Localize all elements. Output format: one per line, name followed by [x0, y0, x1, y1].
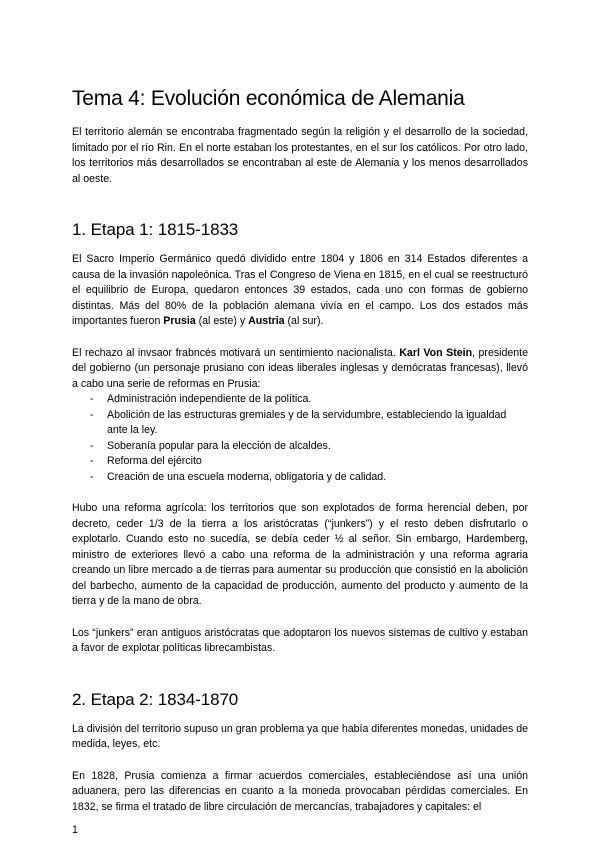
page-title: Tema 4: Evolución económica de Alemania: [72, 87, 465, 110]
section1-paragraph-1: El Sacro Imperio Germánico quedó dividido entre 1804 y 1806 en 314 Estados diferentes a causa de la invasión napoleónica. Tras el Congreso de Viena en 1815, en el cual se reestructuró el equilibrio de Europa, quedaron entonces 39 estados, cada uno con formas de gobierno distintas. Más del 80% de la población alemana vivía en el campo. Los dos estados más importantes fueron Prusia (al este) y Austria (al sur).: [72, 253, 528, 327]
list-item: - Abolición de las estructuras gremiales y de la servidumbre, estableciendo la igualdad ante la ley.: [72, 408, 528, 439]
section1-paragraph-2: El rechazo al invsaor frabncés motivará un sentimiento nacionalista. Karl Von Stein, presidente del gobierno (un personaje prusiano con ideas liberales inglesas y demócratas francesas), llevó a cabo una serie de reformas en Prusia:: [72, 346, 528, 390]
section1-heading: 1. Etapa 1: 1815-1833: [72, 220, 239, 239]
bold-austria: Austria: [248, 315, 285, 327]
list-item: - Creación de una escuela moderna, obligatoria y de calidad.: [72, 470, 528, 486]
section2-paragraph-2: En 1828, Prusia comienza a firmar acuerdos comerciales, estableciéndose así una unión aduanera, pero las diferencias en cuanto a la moneda provocaban pérdidas comerciales. En 1832, se firma el tratado de libre circulación de mercancías, trabajadores y capitales: el: [72, 769, 528, 813]
list-item: - Reforma del ejército: [72, 454, 528, 470]
section2-paragraph-1: La división del territorio supuso un gran problema ya que había diferentes monedas, unidades de medida, leyes, etc.: [72, 722, 528, 750]
section2-heading: 2. Etapa 2: 1834-1870: [72, 689, 239, 709]
section1-paragraph-4: Los “junkers” eran antiguos aristócratas que adoptaron los nuevos sistemas de cultivo y estaban a favor de explotar políticas librecambistas.: [72, 626, 528, 654]
list-item: - Administración independiente de la política.: [72, 392, 528, 408]
bold-prusia: Prusia: [163, 315, 196, 327]
intro-paragraph: El territorio alemán se encontraba fragmentado según la religión y el desarrollo de la sociedad, limitado por el río Rin. En el norte estaban los protestantes, en el sur los católicos. Por otro lado, los territorios más desarrollados se encontraban al este de Alemania y los menos desarrollados al oeste.: [72, 126, 528, 185]
list-item: - Soberanía popular para la elección de alcaldes.: [72, 439, 528, 455]
document-page: [72, 86, 528, 815]
bold-karl-von-stein: Karl Von Stein: [399, 346, 473, 359]
reforms-list: [72, 392, 528, 485]
section1-paragraph-3: Hubo una reforma agrícola: los territorios que son explotados de forma herencial deben, por decreto, ceder 1/3 de la tierra a los aristócratas (“junkers”) y el resto deben disfrutarlo o explotarlo. Cuando esto no sucedía, se debía ceder ½ al señor. Sin embargo, Hardemberg, ministro de exteriores llevó a cabo una reforma de la administración y una reforma agraria creando un libre mercado a de tierras para aumentar su producción que consistió en la abolición del barbecho, aumento de la capacidad de producción, aumento del producto y aumento de la tierra y de la mano de obra.: [72, 502, 528, 607]
page-number: 1: [72, 824, 78, 836]
